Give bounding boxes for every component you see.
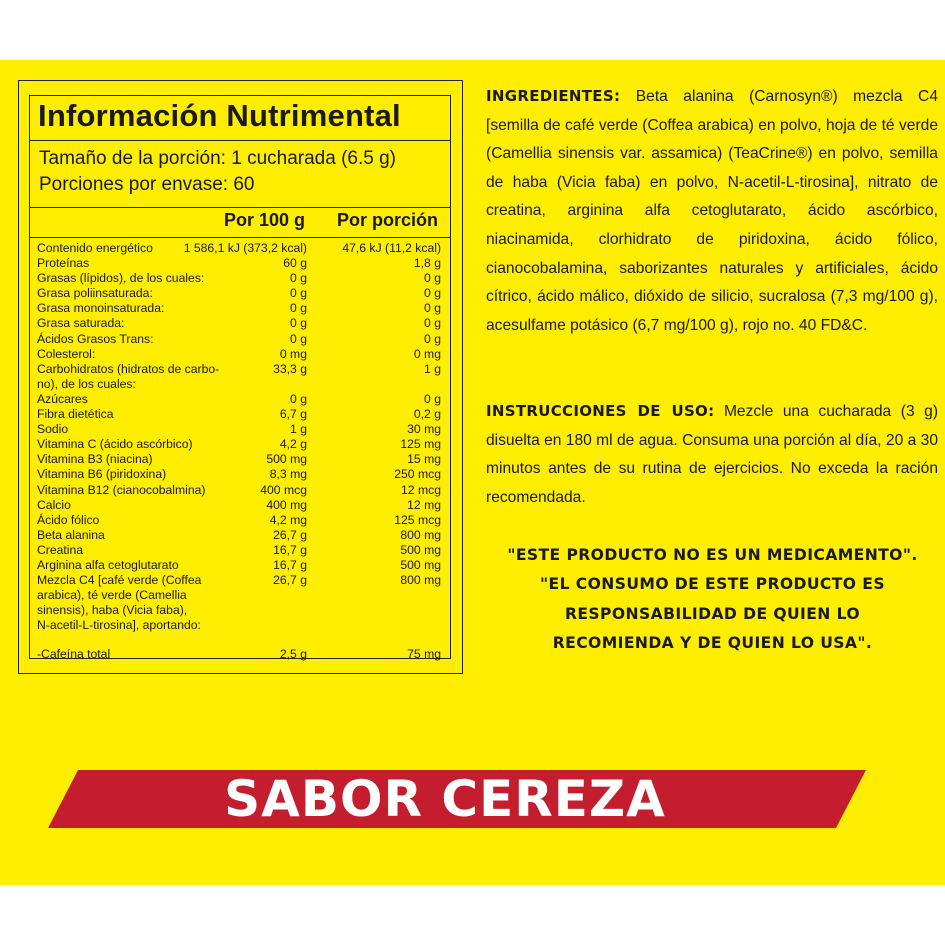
nutrient-name: Vitamina C (ácido ascórbico) [37,437,193,452]
column-header-per-100g: Por 100 g [224,210,306,230]
nutrient-per-serving: 800 mg [400,573,441,588]
ingredients-label: INGREDIENTES: [486,87,621,105]
nutrient-per-serving: 12 mg [407,497,441,512]
ingredients-text: Beta alanina (Carnosyn®) mezcla C4 [semilla de café verde (Coffea arabica) en polvo, hoja de té verde (Camellia sinensis var. assamica) (TeaCrine®) en polvo, semilla de haba (Vicia faba) en polvo, N-acetil-L-tirosina], nitrato de creatina, arginina alfa cetoglutarato, ácido ascórbico, niacinamida, clorhidrato de piridoxina, ácido fólico, cianocobalamina, saborizantes naturales y artificiales, ácido cítrico, ácido málico, dióxido de silicio, sucralosa (7,3 mg/100 g), acesulfame potásico (6,7 mg/100 g), rojo no. 40 FD&C. [486,88,938,334]
nutrition-title: Información Nutrimental [38,98,401,133]
nutrient-row [37,271,447,286]
instructions-label: INSTRUCCIONES DE USO: [486,402,715,420]
warning-line: "EL CONSUMO DE ESTE PRODUCTO ES [540,575,885,594]
nutrient-per-100g: 0 g [290,286,307,301]
nutrient-per-serving: 800 mg [400,527,441,542]
nutrient-name: Colesterol: [37,346,96,361]
nutrient-per-100g: 33,3 g [273,361,307,376]
nutrient-name: Carbohidratos (hidratos de carbo- no), de los cuales: [37,361,220,391]
nutrient-name: Vitamina B6 (piridoxina) [37,467,167,482]
nutrient-name: Creatina [37,542,84,557]
flavor-label: SABOR CEREZA [224,770,666,828]
nutrient-per-serving: 0 g [424,316,441,331]
nutrient-per-100g: 400 mg [266,497,307,512]
nutrient-row [37,558,447,573]
nutrient-per-serving: 0 g [424,301,441,316]
nutrient-per-serving: 0 g [424,271,441,286]
nutrient-name: Grasa poliinsaturada: [37,286,153,301]
nutrient-name: Grasas (lípidos), de los cuales: [37,271,205,286]
nutrient-per-100g: 6,7 g [279,407,307,422]
nutrient-name: Vitamina B12 (cianocobalmina) [37,482,206,497]
nutrient-rows [37,241,447,662]
nutrient-per-100g: 0 mg [279,346,307,361]
nutrient-row [37,513,447,528]
nutrient-name: Proteínas [37,256,90,271]
serving-size: Tamaño de la porción: 1 cucharada (6.5 g) [39,148,396,169]
nutrient-per-100g: 0 g [290,391,307,406]
nutrient-per-100g: 2,5 g [279,647,307,662]
nutrient-name: Calcio [37,497,71,512]
divider [30,140,450,141]
nutrient-row [37,528,447,543]
nutrient-name: Fibra dietética [37,407,114,422]
nutrient-row [37,316,447,331]
nutrient-per-100g: 4,2 mg [269,512,307,527]
nutrient-per-serving: 0 g [424,391,441,406]
ingredients-section [486,82,938,340]
nutrient-per-serving: 0 g [424,331,441,346]
nutrient-row [37,347,447,362]
warning-line: RECOMIENDA Y DE QUIEN LO USA". [552,633,873,652]
nutrient-per-serving: 500 mg [400,542,441,557]
nutrient-name: Ácidos Grasos Trans: [37,331,154,346]
instructions-section [486,397,938,512]
nutrient-per-100g: 0 g [290,301,307,316]
nutrient-per-serving: 0 mg [413,346,441,361]
nutrient-per-serving: 0,2 g [413,407,441,422]
nutrient-row [37,422,447,437]
nutrient-row [37,256,447,271]
nutrient-row [37,543,447,558]
nutrient-per-100g: 0 g [290,316,307,331]
servings-per-container: Porciones por envase: 60 [39,174,255,195]
nutrient-per-100g: 26,7 g [273,573,307,588]
nutrient-name: Vitamina B3 (niacina) [37,452,153,467]
nutrient-name: Grasa monoinsaturada: [37,301,165,316]
nutrient-name: -Cafeína total [37,647,111,662]
nutrient-row [37,332,447,347]
nutrient-row [37,392,447,407]
nutrient-name: Sodio [37,422,69,437]
nutrient-row [37,573,447,647]
nutrient-per-serving: 1,8 g [413,256,441,271]
nutrient-per-serving: 125 mg [400,437,441,452]
nutrient-per-100g: 8,3 mg [269,467,307,482]
nutrient-per-serving: 75 mg [407,647,441,662]
nutrient-row [37,286,447,301]
nutrient-per-100g: 26,7 g [273,527,307,542]
nutrient-name: Mezcla C4 [café verde (Coffea arabica), té verde (Camellia sinensis), haba (Vicia faba), N-acetil-L-tirosina], aportando: [37,573,202,633]
nutrient-per-serving: 500 mg [400,557,441,572]
nutrient-per-100g: 500 mg [266,452,307,467]
nutrient-per-serving: 0 g [424,286,441,301]
nutrient-per-serving: 125 mcg [394,512,441,527]
nutrient-row [37,498,447,513]
nutrient-row [37,241,447,256]
nutrient-row [37,301,447,316]
nutrient-per-100g: 0 g [290,331,307,346]
divider [30,237,450,238]
nutrient-row [37,362,447,392]
nutrient-per-serving: 1 g [424,361,441,376]
nutrient-row [37,483,447,498]
warning-line: RESPONSABILIDAD DE QUIEN LO [564,604,861,623]
nutrient-row [37,452,447,467]
nutrient-name: Arginina alfa cetoglutarato [37,557,179,572]
nutrient-row [37,407,447,422]
nutrient-row [37,647,447,662]
warning-line: "ESTE PRODUCTO NO ES UN MEDICAMENTO". [507,546,918,564]
warning-notice [480,541,945,658]
instructions-text: Mezcle una cucharada (3 g) disuelta en 180 ml de agua. Consuma una porción al día, 20 a 30 minutos antes de su rutina de ejercicios. No exceda la ración recomendada. [486,403,939,506]
nutrient-name: Contenido energético [37,241,153,255]
nutrient-name: Grasa saturada: [37,316,125,331]
nutrient-per-100g: 16,7 g [273,542,307,557]
nutrient-per-serving: 47,6 kJ (11,2 kcal) [342,241,441,255]
nutrient-per-100g: 4,2 g [279,437,307,452]
nutrient-per-100g: 0 g [290,271,307,286]
nutrient-row [37,437,447,452]
divider [30,207,450,208]
nutrient-per-serving: 12 mcg [401,482,441,497]
column-header-per-serving: Por porción [337,210,439,230]
nutrient-row [37,467,447,482]
nutrient-per-100g: 400 mcg [260,482,307,497]
nutrient-per-100g: 1 g [290,422,307,437]
nutrient-name: Ácido fólico [37,512,100,527]
nutrient-per-serving: 15 mg [407,452,441,467]
nutrient-per-serving: 30 mg [407,422,441,437]
nutrient-per-serving: 250 mcg [394,467,441,482]
nutrient-name: Azúcares [37,391,88,406]
nutrient-per-100g: 16,7 g [273,557,307,572]
nutrient-per-100g: 60 g [283,256,307,271]
nutrient-per-100g: 1 586,1 kJ (373,2 kcal) [183,241,307,255]
nutrient-name: Beta alanina [37,527,105,542]
